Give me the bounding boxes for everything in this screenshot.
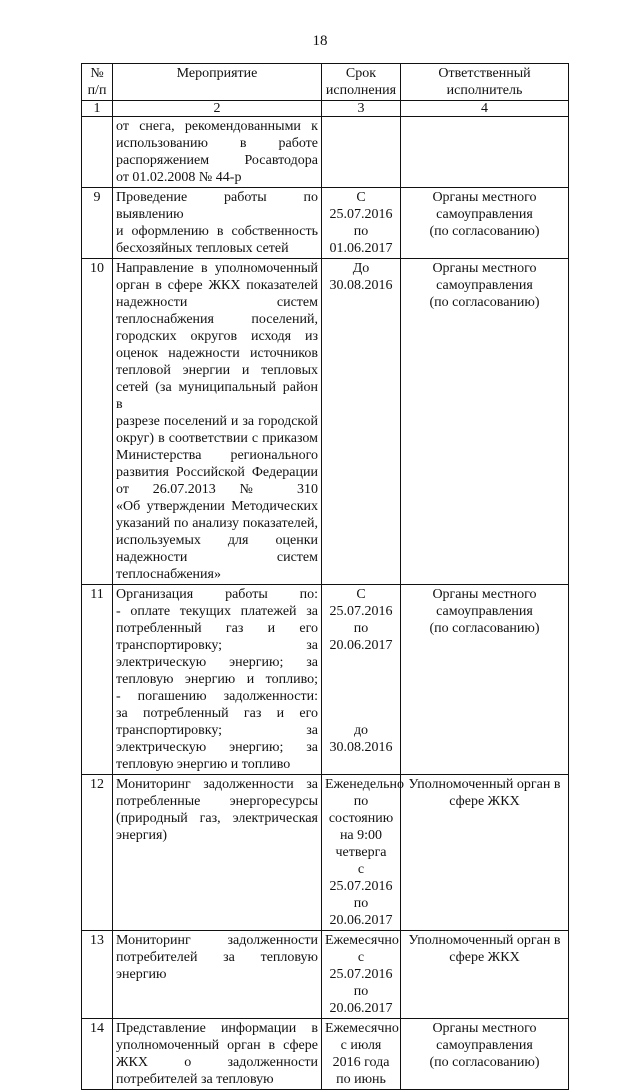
term-text-line: С 25.07.2016 [329,587,393,619]
table-row [82,775,569,931]
row-number: 9 [82,188,113,259]
event-text-line: от 26.07.2013 № 310 [116,482,318,497]
event-text-line: Организация работы по: [116,587,318,602]
event-text-line: за потребленный газ и его [116,706,318,721]
event-text-line: используемых для оценки [116,533,318,548]
term-text-line: на 9:00 [339,828,383,843]
table-row [82,1019,569,1090]
event-text-line: уполномоченный орган в сфере [116,1038,318,1053]
event-text-line: сетей (за муниципальный район в [116,380,318,412]
measures-table [81,63,569,1090]
responsible-text-line: (по согласованию) [429,295,540,310]
responsible-text-line: Органы местного [432,1021,537,1036]
event-text-line: теплоснабжения» [116,567,221,582]
responsible-text-line: (по согласованию) [429,1055,540,1070]
event-text-line: надежности систем [116,295,318,310]
event-text-line: Мониторинг задолженности [116,933,318,948]
header-event: Мероприятие [113,64,322,101]
event-text-line: Направление в уполномоченный [116,261,318,276]
event-text-line: тепловую энергию и топливо [116,757,291,772]
responsible-text [401,188,569,259]
header-num [82,64,113,101]
header-term-line: Срок [345,66,377,81]
responsible-text-line: Органы местного [432,587,537,602]
responsible-text-line: Органы местного [432,190,537,205]
event-text-line: - погашению задолженности: [116,689,318,704]
event-text-line: электрическую энергию; за [116,740,318,755]
term-text-line: по июнь [336,1072,386,1087]
term-text-line: Еженедельно [325,777,404,792]
event-text-line: (природный газ, электрическая [116,811,318,826]
event-text-line: - оплате текущих платежей за [116,604,318,619]
event-text-line: округ) в соответствии с приказом [116,431,318,446]
responsible-text [401,931,569,1019]
event-text [113,117,322,188]
row-number [82,117,113,188]
event-text-line: потребителей за тепловую [116,1072,274,1087]
term-text-line: Ежемесячно [325,1021,399,1036]
event-text [113,775,322,931]
event-text [113,259,322,585]
event-text-line: разрезе поселений и за городской [116,414,318,429]
event-text [113,931,322,1019]
event-text-line: бесхозяйных тепловых сетей [116,241,289,256]
responsible-text [401,117,569,188]
event-text-line: электрическую энергию; за [116,655,318,670]
term-text-line: 2016 года [332,1055,390,1070]
event-text-line: ЖКХ о задолженности [116,1055,318,1070]
term-text-line: по 20.06.2017 [329,896,393,928]
term-text [322,117,401,188]
term-text-line: с 25.07.2016 [329,950,393,982]
term-text-line: по 01.06.2017 [329,224,393,256]
responsible-text-line: сфере ЖКХ [449,794,520,809]
table-row [82,117,569,188]
event-text-line: орган в сфере ЖКХ показателей [116,278,318,293]
event-text-line: «Об утверждении Методических [116,499,318,514]
term-text-line: с июля [340,1038,382,1053]
responsible-text-line: (по согласованию) [429,621,540,636]
term-text [322,259,401,585]
responsible-text [401,775,569,931]
term-text-line: до 30.08.2016 [329,723,393,755]
term-text-line: с 25.07.2016 [329,862,393,894]
column-number: 1 [82,101,113,117]
event-text-line: городских округов исходя из [116,329,318,344]
event-text-line: потребленные энергоресурсы [116,794,318,809]
term-text-line: по 20.06.2017 [329,621,393,653]
term-text-line: по 20.06.2017 [329,984,393,1016]
event-text-line: транспортировку; за [116,638,318,653]
event-text-line: развития Российской Федерации [116,465,318,480]
table-row [82,585,569,775]
row-number: 10 [82,259,113,585]
event-text-line: энергия) [116,828,168,843]
event-text-line: энергию [116,967,167,982]
term-text-line: четверга [335,845,387,860]
responsible-text-line: самоуправления [436,1038,533,1053]
event-text [113,1019,322,1090]
event-text-line: Проведение работы по выявлению [116,190,318,222]
event-text-line: теплоснабжения поселений, [116,312,318,327]
table-body [82,117,569,1090]
event-text-line: потребителей за тепловую [116,950,318,965]
column-number: 2 [113,101,322,117]
responsible-text-line: (по согласованию) [429,224,540,239]
event-text-line: транспортировку; за [116,723,318,738]
column-number: 4 [401,101,569,117]
event-text-line: Представление информации в [116,1021,318,1036]
event-text-line: потребленный газ и его [116,621,318,636]
responsible-text [401,1019,569,1090]
responsible-text-line: Уполномоченный орган в [408,777,561,792]
event-text-line: от снега, рекомендованными к [116,119,318,134]
event-text-line: тепловую энергию и топливо; [116,672,318,687]
event-text-line: Министерства регионального [116,448,318,463]
event-text-line: оценок надежности источников [116,346,318,361]
responsible-text-line: сфере ЖКХ [449,950,520,965]
event-text-line: надежности систем [116,550,318,565]
event-text-line: распоряжением Росавтодора [116,153,318,168]
responsible-text [401,585,569,775]
event-text [113,585,322,775]
responsible-text-line: самоуправления [436,207,533,222]
responsible-text-line: Уполномоченный орган в [408,933,561,948]
event-text-line: Мониторинг задолженности за [116,777,318,792]
responsible-text-line: самоуправления [436,278,533,293]
column-number-row [82,101,569,117]
event-text-line: использованию в работе [116,136,318,151]
column-number: 3 [322,101,401,117]
responsible-text-line: Органы местного [432,261,537,276]
term-text [322,1019,401,1090]
header-responsible: Ответственный исполнитель [401,64,569,101]
row-number: 14 [82,1019,113,1090]
term-text [322,931,401,1019]
header-num-line: п/п [87,83,107,98]
event-text-line: от 01.02.2008 № 44-р [116,170,242,185]
term-text-line [325,654,397,671]
term-text-line: по состоянию [328,794,394,826]
term-text-line: С 25.07.2016 [329,190,393,222]
table-row [82,188,569,259]
event-text-line: и оформлению в собственность [116,224,318,239]
responsible-text [401,259,569,585]
row-number: 11 [82,585,113,775]
term-text [322,188,401,259]
table-row [82,931,569,1019]
table-row [82,259,569,585]
term-text-line [325,705,397,722]
event-text-line: тепловой энергии и тепловых [116,363,318,378]
header-term [322,64,401,101]
term-text [322,585,401,775]
page-number: 18 [312,33,328,49]
event-text [113,188,322,259]
header-num-line: № [90,66,104,81]
term-text-line [325,688,397,705]
term-text-line: Ежемесячно [325,933,399,948]
table-header-row [82,64,569,101]
event-text-line: указаний по анализу показателей, [116,516,318,531]
term-text [322,775,404,931]
term-text-line [325,671,397,688]
header-term-line: исполнения [325,83,397,98]
row-number: 12 [82,775,113,931]
term-text-line: До 30.08.2016 [329,261,393,293]
row-number: 13 [82,931,113,1019]
responsible-text-line: самоуправления [436,604,533,619]
